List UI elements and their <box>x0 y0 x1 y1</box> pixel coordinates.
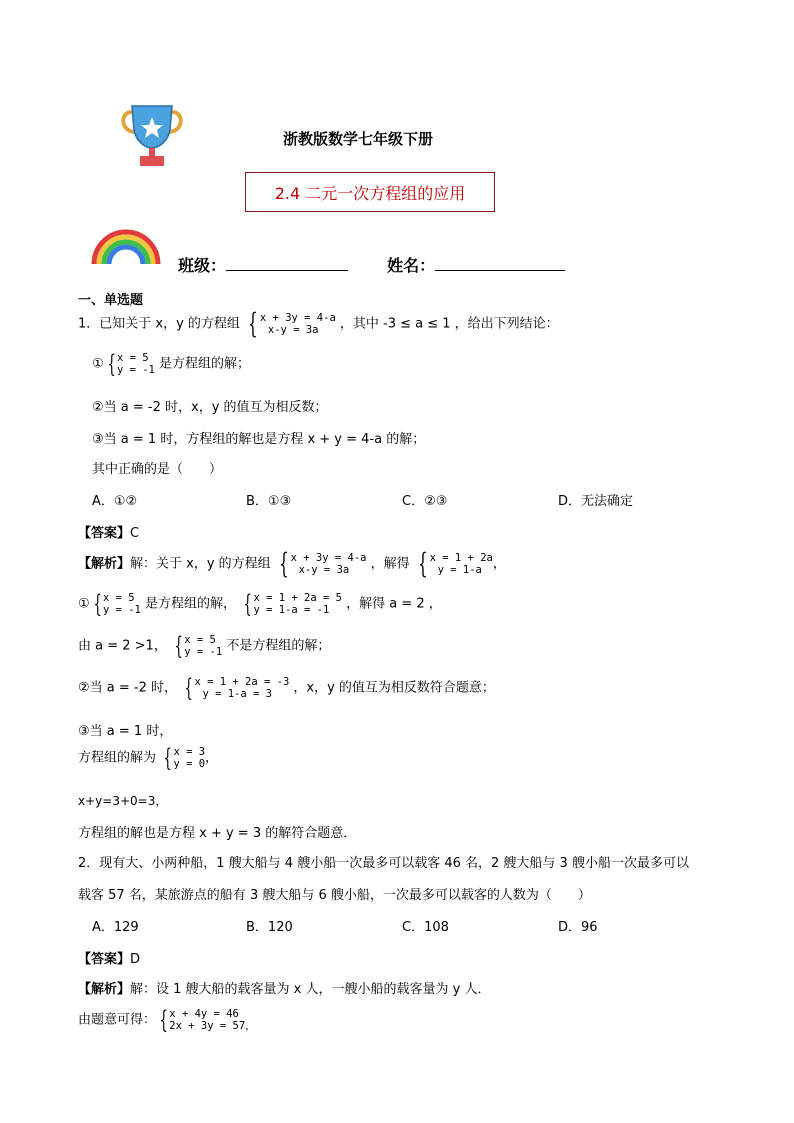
q1-statement-3: ③当 a = 1 时，方程组的解也是方程 x + y = 4-a 的解； <box>92 432 426 447</box>
q1-lead: 1．已知关于 x，y 的方程组 <box>78 316 240 332</box>
q1-analysis-8: 方程组的解也是方程 x + y = 3 的解符合题意． <box>78 826 357 841</box>
q1-stem <box>78 307 559 340</box>
q1-analysis-5: ③当 a = 1 时， <box>78 724 173 739</box>
q1-analysis-7: x+y=3+0=3， <box>78 794 168 808</box>
q1-statement-1: ① { x = 5 y = -1 是方程组的解； <box>92 350 251 378</box>
q1-option-b[interactable]: B．①③ <box>246 494 292 509</box>
q2-answer: 【答案】D <box>78 952 141 967</box>
q2-option-c[interactable]: C．108 <box>402 920 449 935</box>
book-title: 浙教版数学七年级下册 <box>283 130 434 148</box>
class-name-line <box>178 253 565 276</box>
q1-answer: 【答案】C <box>78 526 140 541</box>
q1-which: 其中正确的是（ ） <box>92 462 223 477</box>
q1-analysis-1: 【解析】解：关于 x，y 的方程组 { x + 3y = 4-a x-y = 3a ，解得 { x = 1 + 2a y = 1-a ， <box>78 547 506 580</box>
q2-analysis-2: 由题意可得： { x + 4y = 46 2x + 3y = 57， <box>78 1006 256 1034</box>
q2-option-a[interactable]: A．129 <box>92 920 139 935</box>
q2-stem-line-1: 2．现有大、小两种船，1 艘大船与 4 艘小船一次最多可以载客 46 名，2 艘大船与 3 艘小船一次最多可以 <box>78 856 689 871</box>
q1-tail: ，其中 -3 ≤ a ≤ 1 ，给出下列结论： <box>339 316 559 332</box>
q1-option-d[interactable]: D．无法确定 <box>558 494 634 509</box>
q1-statement-2: ②当 a = -2 时，x，y 的值互为相反数； <box>92 400 328 415</box>
q1-analysis-2: ① { x = 5 y = -1 是方程组的解， { x = 1 + 2a = 5 y = 1-a = -1 ，解得 a = 2 ， <box>78 590 442 618</box>
class-blank[interactable] <box>226 256 348 271</box>
trophy-icon <box>118 100 186 170</box>
q2-analysis-1: 【解析】解：设 1 艘大船的载客量为 x 人，一艘小船的载客量为 y 人． <box>78 982 491 997</box>
rainbow-icon <box>90 226 162 266</box>
q2-stem-line-2: 载客 57 名，某旅游点的船有 3 艘大船与 6 艘小船，一次最多可以载客的人数为（ ） <box>78 888 591 903</box>
q1-system: { x + 3y = 4-a x-y = 3a <box>248 307 336 340</box>
q2-option-d[interactable]: D．96 <box>558 920 598 935</box>
q1-analysis-4: ②当 a = -2 时， { x = 1 + 2a = -3 y = 1-a = 3 ，x，y 的值互为相反数符合题意； <box>78 674 495 702</box>
class-label: 班级： <box>178 256 227 275</box>
q1-option-a[interactable]: A．①② <box>92 494 138 509</box>
q1-analysis-3: 由 a = 2 >1， { x = 5 y = -1 不是方程组的解； <box>78 632 331 660</box>
section-heading: 一、单选题 <box>78 293 144 308</box>
q2-option-b[interactable]: B．120 <box>246 920 293 935</box>
name-blank[interactable] <box>435 256 565 271</box>
lesson-title-box <box>245 172 495 212</box>
name-label: 姓名： <box>387 256 436 275</box>
lesson-title: 2.4 二元一次方程组的应用 <box>274 183 466 203</box>
q1-analysis-6: 方程组的解为 { x = 3 y = 0 ， <box>78 744 219 772</box>
q1-option-c[interactable]: C．②③ <box>402 494 448 509</box>
